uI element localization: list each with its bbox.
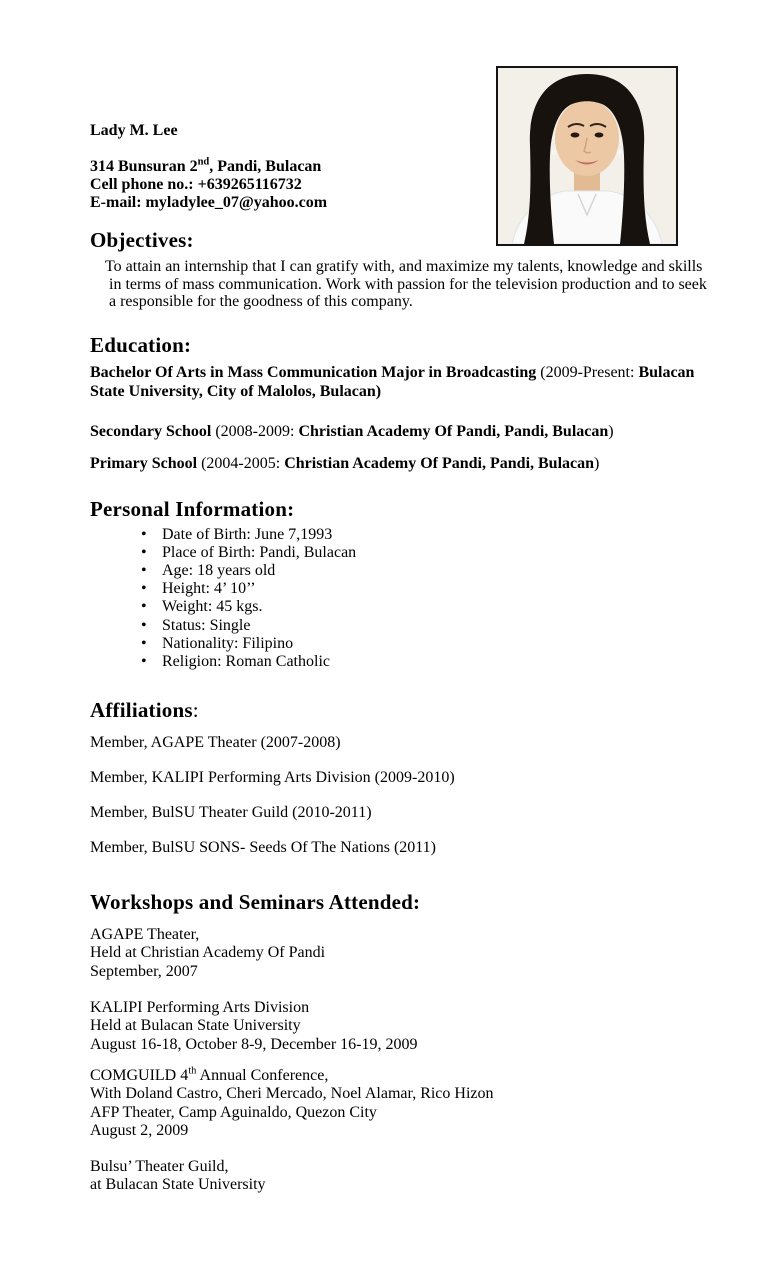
affiliation-item: Member, AGAPE Theater (2007-2008) (90, 734, 341, 752)
workshop-line: With Doland Castro, Cheri Mercado, Noel Alamar, Rico Hizon (90, 1085, 494, 1103)
education-secondary: Secondary School (2008-2009: Christian Academy Of Pandi, Pandi, Bulacan) (90, 422, 614, 440)
applicant-name: Lady M. Lee (90, 122, 178, 139)
education-degree (90, 363, 708, 401)
workshops-heading: Workshops and Seminars Attended: (90, 890, 421, 915)
workshop-entry-comguild (90, 1067, 708, 1140)
education-degree-line: Bachelor Of Arts in Mass Communication Major in Broadcasting (2009-Present: Bulacan (90, 363, 695, 381)
affiliation-item: Member, BulSU SONS- Seeds Of The Nations (2011) (90, 839, 436, 857)
objectives-line: in terms of mass communication. Work with passion for the television production and to seek (109, 275, 707, 293)
address-suffix: , Pandi, Bulacan (209, 158, 322, 175)
personal-info-item: • Weight: 45 kgs. (90, 598, 708, 616)
contact-block (90, 158, 708, 212)
workshop-line: August 16-18, October 8-9, December 16-19, 2009 (90, 1035, 418, 1053)
objectives-paragraph (90, 258, 708, 311)
personal-info-item: • Height: 4’ 10’’ (90, 580, 708, 598)
education-primary: Primary School (2004-2005: Christian Academy Of Pandi, Pandi, Bulacan) (90, 454, 600, 472)
workshop-line: at Bulacan State University (90, 1176, 266, 1194)
ordinal-superscript: th (188, 1065, 197, 1077)
ordinal-superscript: nd (197, 156, 210, 168)
personal-info-item: • Status: Single (90, 617, 708, 635)
workshop-entry-bulsu (90, 1158, 708, 1195)
personal-info-item: • Nationality: Filipino (90, 635, 708, 653)
personal-info-heading: Personal Information: (90, 496, 295, 521)
workshop-line: COMGUILD 4th Annual Conference, (90, 1065, 329, 1084)
objectives-heading: Objectives: (90, 228, 194, 252)
personal-info-item: • Date of Birth: June 7,1993 (90, 526, 708, 544)
education-degree-line: State University, City of Malolos, Bulacan) (90, 382, 382, 400)
address-line (90, 158, 708, 176)
workshop-line: AGAPE Theater, (90, 926, 200, 944)
workshop-line: Bulsu’ Theater Guild, (90, 1158, 229, 1176)
affiliation-item: Member, KALIPI Performing Arts Division (2009-2010) (90, 769, 455, 787)
address-prefix: 314 Bunsuran 2 (90, 158, 198, 175)
objectives-line: a responsible for the goodness of this company. (109, 293, 413, 310)
personal-info-list (90, 526, 708, 672)
objectives-line: To attain an internship that I can gratify with, and maximize my talents, knowledge and skills (105, 258, 703, 275)
affiliation-item: Member, BulSU Theater Guild (2010-2011) (90, 804, 372, 822)
education-heading: Education: (90, 332, 192, 357)
workshop-line: August 2, 2009 (90, 1121, 189, 1139)
email-line: E-mail: myladylee_07@yahoo.com (90, 194, 328, 211)
affiliations-heading: Affiliations: (90, 698, 199, 723)
workshop-line: KALIPI Performing Arts Division (90, 999, 310, 1017)
personal-info-item: • Religion: Roman Catholic (90, 653, 708, 671)
personal-info-item: • Age: 18 years old (90, 562, 708, 580)
personal-info-item: • Place of Birth: Pandi, Bulacan (90, 544, 708, 562)
workshop-entry-kalipi (90, 999, 708, 1054)
workshop-line: AFP Theater, Camp Aguinaldo, Quezon City (90, 1103, 377, 1121)
workshop-entry-agape (90, 926, 708, 981)
resume-content (90, 0, 708, 1195)
workshop-line: Held at Bulacan State University (90, 1017, 301, 1035)
workshop-line: Held at Christian Academy Of Pandi (90, 944, 326, 962)
workshop-line: September, 2007 (90, 962, 198, 980)
phone-line: Cell phone no.: +639265116732 (90, 176, 302, 193)
